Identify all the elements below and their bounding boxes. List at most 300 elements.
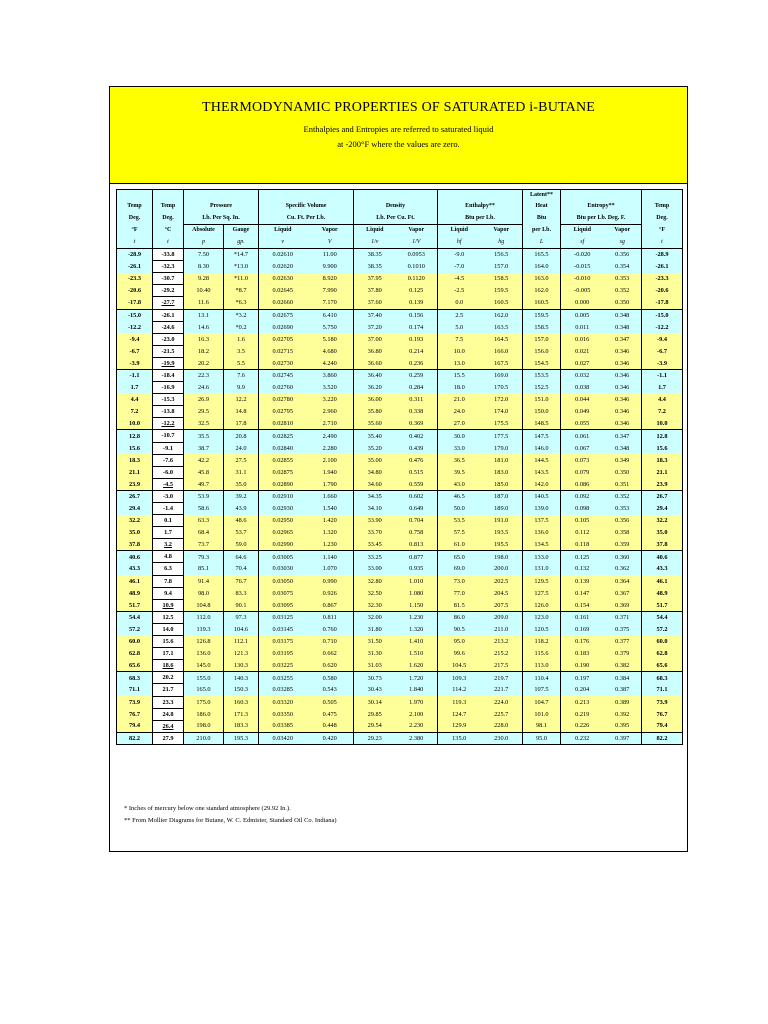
- header-symbol: hg: [481, 237, 523, 249]
- table-row: [117, 466, 683, 478]
- table-row: [117, 454, 683, 466]
- table-cell: 31.30: [354, 648, 396, 660]
- table-cell: 24.0: [438, 406, 481, 418]
- table-cell: *0.2: [224, 321, 259, 333]
- table-row: [117, 406, 683, 418]
- table-cell: *14.7: [224, 249, 259, 261]
- table-cell: 224.0: [481, 696, 523, 708]
- table-cell: 7.5: [438, 333, 481, 345]
- table-cell: 97.3: [224, 611, 259, 623]
- table-cell: 31.50: [354, 636, 396, 648]
- table-cell: -23.0: [153, 333, 184, 345]
- table-cell: 131.0: [523, 563, 561, 575]
- table-cell: 0.03145: [259, 623, 307, 635]
- table-cell: 165.5: [523, 249, 561, 261]
- table-cell: 0.395: [604, 720, 642, 732]
- table-cell: 32.5: [184, 418, 224, 430]
- table-cell: 83.3: [224, 587, 259, 599]
- header-symbol: L: [523, 237, 561, 249]
- table-cell: 147.5: [523, 430, 561, 442]
- table-cell: -26.1: [642, 261, 683, 273]
- table-cell: -2.5: [438, 285, 481, 297]
- table-cell: 127.5: [523, 587, 561, 599]
- footnotes: [124, 803, 337, 827]
- table-cell: 136.0: [523, 527, 561, 539]
- table-cell: 3.220: [307, 394, 354, 406]
- table-cell: -12.2: [153, 418, 184, 430]
- table-cell: 7.990: [307, 285, 354, 297]
- table-cell: 0.112: [561, 527, 604, 539]
- table-cell: 183.0: [481, 466, 523, 478]
- table-cell: 0.105: [561, 515, 604, 527]
- table-cell: 20.8: [224, 430, 259, 442]
- table-cell: 191.0: [481, 515, 523, 527]
- table-cell: 124.7: [438, 708, 481, 720]
- table-cell: 164.0: [523, 261, 561, 273]
- footnote-2: ** From Mollier Diagrams for Butane, W. C. Edmister, Standard Oil Co. Indiana): [124, 817, 337, 824]
- table-cell: 43.9: [224, 503, 259, 515]
- table-cell: 38.35: [354, 249, 396, 261]
- table-cell: 27.5: [224, 454, 259, 466]
- table-cell: 0.161: [561, 611, 604, 623]
- header-density: Density: [354, 201, 438, 212]
- header-temp-c: Temp: [153, 201, 184, 212]
- table-cell: 0.079: [561, 466, 604, 478]
- table-cell: 0.02690: [259, 321, 307, 333]
- table-row: [117, 696, 683, 708]
- table-cell: 46.1: [642, 575, 683, 587]
- table-cell: 77.0: [438, 587, 481, 599]
- table-cell: 36.00: [354, 394, 396, 406]
- table-cell: 148.5: [523, 418, 561, 430]
- table-cell: 0.338: [396, 406, 438, 418]
- table-cell: -15.0: [117, 309, 153, 321]
- table-cell: -0.020: [561, 249, 604, 261]
- table-cell: 98.1: [523, 720, 561, 732]
- table-cell: 104.7: [523, 696, 561, 708]
- table-cell: 20.2: [184, 357, 224, 369]
- table-cell: 31.03: [354, 660, 396, 672]
- table-cell: 42.2: [184, 454, 224, 466]
- table-cell: 69.0: [438, 563, 481, 575]
- table-cell: 0.392: [604, 708, 642, 720]
- table-cell: 15.6: [642, 442, 683, 454]
- table-cell: 143.5: [523, 466, 561, 478]
- table-cell: 113.0: [523, 660, 561, 672]
- table-cell: 0.371: [604, 611, 642, 623]
- properties-table-wrapper: [116, 189, 682, 745]
- table-cell: 7.2: [117, 406, 153, 418]
- table-cell: 0.348: [604, 309, 642, 321]
- table-cell: 1.230: [307, 539, 354, 551]
- header-density-liquid: Liquid: [354, 225, 396, 237]
- table-cell: 81.5: [438, 599, 481, 611]
- table-cell: 51.7: [642, 599, 683, 611]
- header-sv-vapor: Vapor: [307, 225, 354, 237]
- table-cell: 181.0: [481, 454, 523, 466]
- table-row: [117, 249, 683, 261]
- table-cell: 54.4: [117, 611, 153, 623]
- table-cell: 209.0: [481, 611, 523, 623]
- table-cell: 46.1: [117, 575, 153, 587]
- table-cell: 152.5: [523, 382, 561, 394]
- table-cell: 0.990: [307, 575, 354, 587]
- table-cell: 3.5: [224, 345, 259, 357]
- table-row: [117, 345, 683, 357]
- table-cell: -28.9: [642, 249, 683, 261]
- table-cell: 76.7: [224, 575, 259, 587]
- table-cell: 62.8: [642, 648, 683, 660]
- header-entropy-vapor: Vapor: [604, 225, 642, 237]
- table-cell: 0.346: [604, 369, 642, 381]
- table-cell: 7.6: [224, 369, 259, 381]
- table-cell: 99.6: [438, 648, 481, 660]
- table-cell: 4.680: [307, 345, 354, 357]
- table-cell: 0.02965: [259, 527, 307, 539]
- table-cell: 49.7: [184, 478, 224, 490]
- table-cell: 0.204: [561, 684, 604, 696]
- table-body: [117, 249, 683, 745]
- table-row: [117, 527, 683, 539]
- table-cell: 5.180: [307, 333, 354, 345]
- table-row: [117, 648, 683, 660]
- table-cell: 82.2: [642, 732, 683, 744]
- table-cell: 167.5: [481, 357, 523, 369]
- table-cell: 12.8: [642, 430, 683, 442]
- table-cell: 0.369: [396, 418, 438, 430]
- table-cell: 1.140: [307, 551, 354, 563]
- table-cell: 211.0: [481, 623, 523, 635]
- table-cell: 0.384: [604, 672, 642, 684]
- table-cell: 3.520: [307, 382, 354, 394]
- table-cell: 29.23: [354, 732, 396, 744]
- table-cell: 59.0: [224, 539, 259, 551]
- table-cell: 217.5: [481, 660, 523, 672]
- table-cell: 37.60: [354, 297, 396, 309]
- data-sheet: [109, 86, 688, 852]
- table-cell: 155.0: [184, 672, 224, 684]
- table-cell: 90.1: [224, 599, 259, 611]
- header-symbol: v: [259, 237, 307, 249]
- table-cell: 157.0: [481, 261, 523, 273]
- table-cell: 195.3: [224, 732, 259, 744]
- table-cell: 4.4: [642, 394, 683, 406]
- table-row: [117, 684, 683, 696]
- table-cell: 162.0: [523, 285, 561, 297]
- table-cell: 0.402: [396, 430, 438, 442]
- table-cell: 0.362: [604, 563, 642, 575]
- table-cell: 0.02890: [259, 478, 307, 490]
- table-cell: 0.02910: [259, 490, 307, 502]
- table-cell: 21.1: [117, 466, 153, 478]
- table-cell: *6.3: [224, 297, 259, 309]
- table-cell: 0.704: [396, 515, 438, 527]
- table-cell: 1.010: [396, 575, 438, 587]
- table-cell: 27.0: [438, 418, 481, 430]
- header-density-units: Lb. Per Cu. Ft.: [354, 213, 438, 225]
- table-cell: 154.5: [523, 357, 561, 369]
- table-row: [117, 273, 683, 285]
- table-cell: 2.960: [307, 406, 354, 418]
- table-cell: 9.9: [224, 382, 259, 394]
- table-cell: 0.055: [561, 418, 604, 430]
- table-cell: 65.6: [117, 660, 153, 672]
- table-cell: 37.20: [354, 321, 396, 333]
- header-deg-f: °F: [117, 225, 153, 237]
- table-cell: -16.9: [153, 382, 184, 394]
- table-cell: 33.70: [354, 527, 396, 539]
- table-cell: 0.226: [561, 720, 604, 732]
- table-cell: -30.7: [153, 273, 184, 285]
- table-cell: -15.3: [153, 394, 184, 406]
- table-cell: 46.5: [438, 490, 481, 502]
- table-cell: 0.379: [604, 648, 642, 660]
- table-cell: 40.6: [642, 551, 683, 563]
- header-deg: Deg.: [153, 213, 184, 225]
- table-cell: 36.40: [354, 369, 396, 381]
- table-cell: 0.935: [396, 563, 438, 575]
- table-cell: 68.3: [117, 672, 153, 684]
- table-cell: 14.8: [224, 406, 259, 418]
- table-cell: 0.03255: [259, 672, 307, 684]
- table-cell: 13.0: [438, 357, 481, 369]
- table-cell: 101.0: [523, 708, 561, 720]
- table-row: [117, 430, 683, 442]
- table-cell: 43.0: [438, 478, 481, 490]
- table-cell: 0.476: [396, 454, 438, 466]
- table-cell: 12.2: [224, 394, 259, 406]
- table-cell: 119.3: [184, 623, 224, 635]
- header-symbol: t: [642, 237, 683, 249]
- header-enthalpy: Enthalpy**: [438, 201, 523, 212]
- table-cell: 24.0: [224, 442, 259, 454]
- table-cell: 0.475: [307, 708, 354, 720]
- table-cell: 0.1120: [396, 273, 438, 285]
- table-row: [117, 563, 683, 575]
- table-cell: 36.20: [354, 382, 396, 394]
- table-cell: 0.03285: [259, 684, 307, 696]
- header-cell: [438, 190, 523, 202]
- table-cell: -1.1: [117, 369, 153, 381]
- table-cell: 0.813: [396, 539, 438, 551]
- table-cell: 0.176: [561, 636, 604, 648]
- table-cell: 0.926: [307, 587, 354, 599]
- table-cell: 45.8: [184, 466, 224, 478]
- table-cell: 0.118: [561, 539, 604, 551]
- table-cell: 34.60: [354, 478, 396, 490]
- table-cell: 32.80: [354, 575, 396, 587]
- table-cell: 15.6: [117, 442, 153, 454]
- table-cell: *8.7: [224, 285, 259, 297]
- table-cell: 159.5: [523, 309, 561, 321]
- table-cell: 135.0: [438, 732, 481, 744]
- table-cell: -3.0: [153, 490, 184, 502]
- table-cell: 202.5: [481, 575, 523, 587]
- table-header: [117, 190, 683, 249]
- table-cell: 79.3: [184, 551, 224, 563]
- table-cell: 0.387: [604, 684, 642, 696]
- table-cell: 9.900: [307, 261, 354, 273]
- table-cell: 0.03320: [259, 696, 307, 708]
- table-cell: 43.3: [117, 563, 153, 575]
- table-cell: -33.8: [153, 249, 184, 261]
- table-cell: 0.02715: [259, 345, 307, 357]
- table-cell: 68.3: [642, 672, 683, 684]
- table-cell: 21.0: [438, 394, 481, 406]
- table-cell: 4.4: [117, 394, 153, 406]
- table-cell: 0.038: [561, 382, 604, 394]
- table-cell: 109.3: [438, 672, 481, 684]
- table-cell: 0.350: [604, 466, 642, 478]
- table-cell: 57.2: [642, 623, 683, 635]
- table-cell: 1.7: [117, 382, 153, 394]
- table-cell: 207.5: [481, 599, 523, 611]
- table-cell: -12.2: [642, 321, 683, 333]
- table-cell: 23.9: [117, 478, 153, 490]
- table-cell: 0.03095: [259, 599, 307, 611]
- table-cell: 4.8: [153, 551, 184, 563]
- table-row: [117, 478, 683, 490]
- table-cell: 0.154: [561, 599, 604, 611]
- table-cell: 174.0: [481, 406, 523, 418]
- table-cell: 1.7: [153, 527, 184, 539]
- header-enthalpy-vapor: Vapor: [481, 225, 523, 237]
- header-enthalpy-units: Btu per Lb.: [438, 213, 523, 225]
- table-cell: 171.3: [224, 708, 259, 720]
- table-cell: 21.1: [642, 466, 683, 478]
- table-row: [117, 732, 683, 744]
- table-cell: 17.8: [224, 418, 259, 430]
- table-cell: 164.5: [481, 333, 523, 345]
- table-cell: 0.000: [561, 297, 604, 309]
- table-cell: 0.02660: [259, 297, 307, 309]
- table-cell: 37.80: [354, 285, 396, 297]
- table-row: [117, 490, 683, 502]
- properties-table: [116, 189, 683, 745]
- table-cell: 26.7: [117, 490, 153, 502]
- table-cell: 0.236: [396, 357, 438, 369]
- table-cell: 0.03075: [259, 587, 307, 599]
- table-row: [117, 394, 683, 406]
- table-cell: 18.0: [438, 382, 481, 394]
- table-cell: 11.6: [184, 297, 224, 309]
- table-cell: 0.347: [604, 333, 642, 345]
- table-cell: 158.5: [481, 273, 523, 285]
- table-cell: 186.0: [184, 708, 224, 720]
- table-cell: 0.377: [604, 636, 642, 648]
- table-cell: 0.086: [561, 478, 604, 490]
- table-cell: 39.2: [224, 490, 259, 502]
- table-cell: 160.5: [481, 297, 523, 309]
- table-row: [117, 503, 683, 515]
- table-cell: 36.60: [354, 357, 396, 369]
- table-row: [117, 636, 683, 648]
- table-cell: 0.559: [396, 478, 438, 490]
- header-symbol: 1/v: [354, 237, 396, 249]
- table-cell: 27.9: [153, 732, 184, 744]
- table-cell: 0.061: [561, 430, 604, 442]
- header-deg-c: °C: [153, 225, 184, 237]
- header-btu: Btu: [523, 213, 561, 225]
- table-cell: 0.214: [396, 345, 438, 357]
- table-title: THERMODYNAMIC PROPERTIES OF SATURATED i-BUTANE: [201, 100, 596, 115]
- table-cell: 123.0: [523, 611, 561, 623]
- table-cell: 1.6: [224, 333, 259, 345]
- table-cell: -23.3: [117, 273, 153, 285]
- table-cell: 32.2: [117, 515, 153, 527]
- table-row: [117, 708, 683, 720]
- table-cell: 76.7: [117, 708, 153, 720]
- table-cell: 129.5: [523, 575, 561, 587]
- table-cell: 150.0: [523, 406, 561, 418]
- table-cell: 33.25: [354, 551, 396, 563]
- table-cell: 36.80: [354, 345, 396, 357]
- table-cell: 0.620: [307, 660, 354, 672]
- table-row: [117, 672, 683, 684]
- table-cell: 10.0: [642, 418, 683, 430]
- table-cell: 33.90: [354, 515, 396, 527]
- table-cell: 70.4: [224, 563, 259, 575]
- table-cell: 134.5: [523, 539, 561, 551]
- table-cell: -26.1: [153, 309, 184, 321]
- table-cell: 53.5: [438, 515, 481, 527]
- table-cell: 7.50: [184, 249, 224, 261]
- table-cell: 187.0: [481, 490, 523, 502]
- table-cell: 107.5: [523, 684, 561, 696]
- table-row: [117, 261, 683, 273]
- table-cell: 73.9: [117, 696, 153, 708]
- table-cell: 0.02810: [259, 418, 307, 430]
- table-cell: 140.5: [523, 490, 561, 502]
- table-cell: 0.877: [396, 551, 438, 563]
- table-row: [117, 539, 683, 551]
- table-cell: 228.0: [481, 720, 523, 732]
- table-cell: 37.00: [354, 333, 396, 345]
- header-temp-f: Temp: [117, 201, 153, 212]
- table-cell: 15.6: [153, 636, 184, 648]
- header-pressure: Pressure: [184, 201, 259, 212]
- table-cell: 0.139: [396, 297, 438, 309]
- table-cell: 30.43: [354, 684, 396, 696]
- table-cell: 1.720: [396, 672, 438, 684]
- table-cell: 175.5: [481, 418, 523, 430]
- table-cell: 0.125: [396, 285, 438, 297]
- table-cell: 0.352: [604, 490, 642, 502]
- table-cell: 137.5: [523, 515, 561, 527]
- table-row: [117, 285, 683, 297]
- table-cell: 0.219: [561, 708, 604, 720]
- table-cell: -9.1: [153, 442, 184, 454]
- table-cell: -9.4: [642, 333, 683, 345]
- table-cell: 175.0: [184, 696, 224, 708]
- table-cell: 0.389: [604, 696, 642, 708]
- table-cell: 0.580: [307, 672, 354, 684]
- header-per-lb: per Lb.: [523, 225, 561, 237]
- table-cell: 104.8: [184, 599, 224, 611]
- table-cell: 0.359: [604, 539, 642, 551]
- table-cell: 39.5: [438, 466, 481, 478]
- table-cell: 0.382: [604, 660, 642, 672]
- table-cell: -24.6: [153, 321, 184, 333]
- table-cell: 95.0: [438, 636, 481, 648]
- table-cell: 37.8: [117, 539, 153, 551]
- subtitle-line-2: at -200°F where the values are zero.: [337, 139, 460, 149]
- header-symbol: V: [307, 237, 354, 249]
- table-cell: -20.6: [642, 285, 683, 297]
- table-cell: 86.0: [438, 611, 481, 623]
- table-cell: 2.100: [396, 708, 438, 720]
- table-cell: 85.1: [184, 563, 224, 575]
